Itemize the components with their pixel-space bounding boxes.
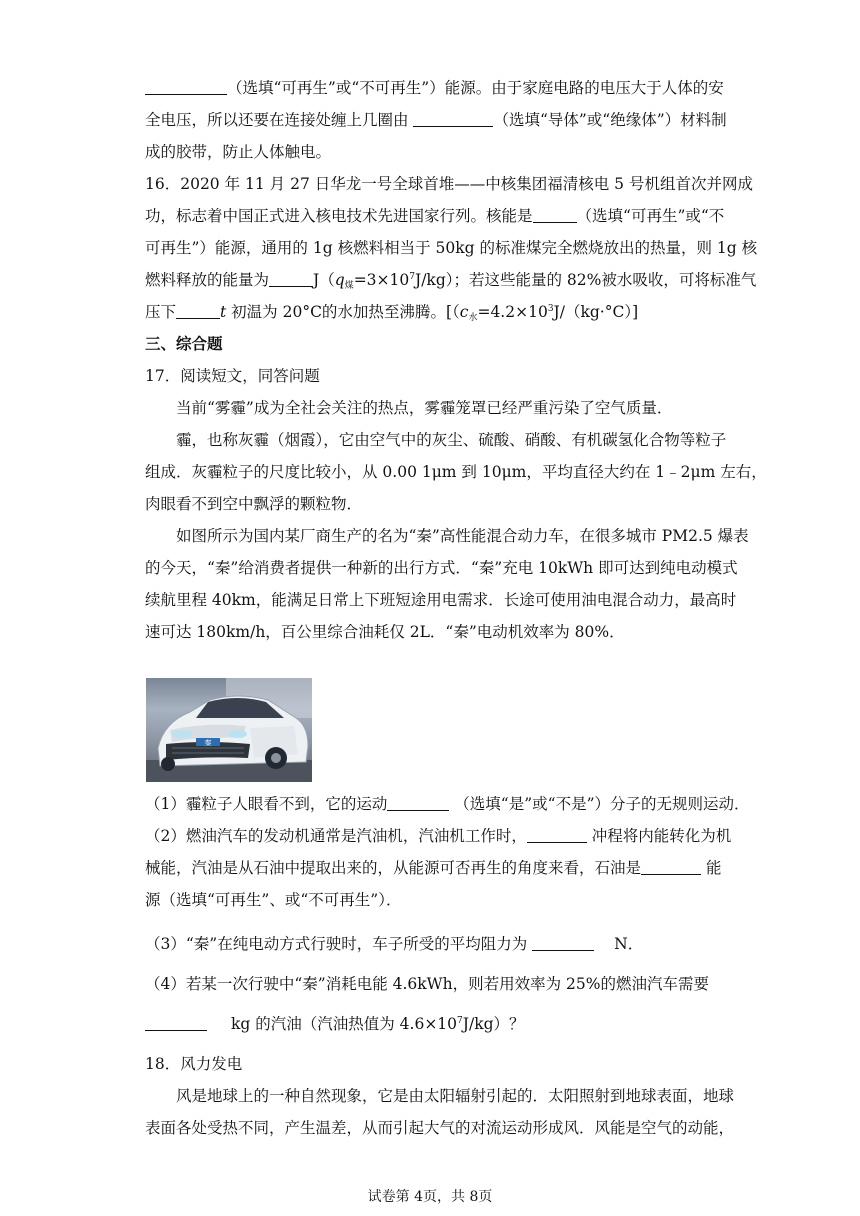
q17-paragraph-3-line-3: 续航里程 40km，能满足日常上下班短途用电需求．长途可使用油电混合动力，最高时	[145, 591, 737, 609]
q16-line-5: 压下 t 初温为 20°C的水加热至沸腾。[（c水$=4.2\times 10^3J/(kg\cdot^\circ C)$]	[145, 303, 639, 323]
answer-blank[interactable]	[145, 1014, 207, 1031]
q16-line-1: 16．2020 年 11 月 27 日华龙一号全球首堆——中核集团福清核电 5 号机组首次并网成	[145, 175, 753, 193]
q17-sub-4-line-1: （4）若某一次行驶中“秦”消耗电能 4.6kWh，则若用效率为 25%的燃油汽车需要	[145, 975, 709, 993]
q16-line-2: 功，标志着中国正式进入核电技术先进国家行列。核能是 （选填“可再生”或“不	[145, 207, 725, 225]
answer-blank[interactable]	[145, 78, 227, 95]
answer-blank[interactable]	[269, 270, 313, 287]
q16-line-3: 可再生”）能源，通用的 1g 核燃料相当于 50kg 的标准煤完全燃烧放出的热量，则 1g 核	[145, 239, 758, 257]
q15-line-1: （选填“可再生”或“不可再生”）能源。由于家庭电路的电压大于人体的安	[145, 78, 724, 98]
q17-paragraph-2-line-1: 霾，也称灰霾（烟霞），它由空气中的灰尘、硫酸、硝酸、有机碳氢化合物等粒子	[176, 431, 727, 449]
q15-line-2: 全电压，所以还要在连接处缠上几圈由 （选填“导体”或“绝缘体”）材料制	[145, 111, 727, 129]
q17-title: 17．阅读短文，同答问题	[145, 367, 320, 385]
q16-line-4: 燃料释放的能量为 J（q煤$=3\times 10^7J/kg$）；若这些能量的 82%被水吸收，可将标准气	[145, 271, 757, 291]
section-title: 三、综合题	[145, 334, 223, 353]
answer-blank[interactable]	[387, 794, 449, 811]
page-footer: 试卷第 4页，共 8页	[367, 1189, 493, 1205]
q17-sub-2-line-1: （2）燃油汽车的发动机通常是汽油机，汽油机工作时， 冲程将内能转化为机	[145, 827, 732, 845]
q17-paragraph-3-line-4: 速可达 180km/h，百公里综合油耗仅 2L．“秦”电动机效率为 80%．	[145, 623, 625, 641]
q18-line-1: 风是地球上的一种自然现象，它是由太阳辐射引起的．太阳照射到地球表面，地球	[176, 1087, 735, 1105]
q17-paragraph-2-line-3: 肉眼看不到空中飘浮的颗粒物．	[145, 495, 363, 513]
answer-blank[interactable]	[641, 858, 701, 875]
q17-sub-3: （3）“秦”在纯电动方式行驶时，车子所受的平均阻力为 N．	[145, 935, 644, 953]
q17-paragraph-3-line-2: 的今天，“秦”给消费者提供一种新的出行方式．“秦”充电 10kWh 即可达到纯电动模式	[145, 559, 738, 577]
answer-blank[interactable]	[533, 206, 577, 223]
answer-blank[interactable]	[532, 934, 594, 951]
q18-title: 18．风力发电	[145, 1055, 243, 1073]
q17-sub-2-line-3: 源（选填“可再生”、或“不可再生”）．	[145, 891, 402, 909]
answer-blank[interactable]	[527, 826, 587, 843]
q17-paragraph-1: 当前“雾霾”成为全社会关注的热点，雾霾笼罩已经严重污染了空气质量．	[176, 399, 673, 417]
q17-paragraph-3-line-1: 如图所示为国内某厂商生产的名为“秦”高性能混合动力车，在很多城市 PM2.5 爆表	[176, 527, 749, 545]
q15-line-3: 成的胶带，防止人体触电。	[145, 143, 332, 161]
q17-sub-1: （1）霾粒子人眼看不到，它的运动 （选填“是”或“不是”）分子的无规则运动．	[145, 795, 750, 813]
q18-line-2: 表面各处受热不同，产生温差，从而引起大气的对流运动形成风．风能是空气的动能，	[145, 1119, 735, 1137]
car-badge-text: 秦	[204, 739, 212, 747]
q17-paragraph-2-line-2: 组成．灰霾粒子的尺度比较小，从 0.00 1μm 到 10μm，平均直径大约在 1﹣2μm 左右，	[145, 463, 767, 481]
answer-blank[interactable]	[176, 302, 220, 319]
answer-blank[interactable]	[413, 110, 493, 127]
q17-sub-2-line-2: 械能，汽油是从石油中提取出来的，从能源可否再生的角度来看，石油是 能	[145, 859, 722, 877]
q17-sub-4-line-2: kg 的汽油（汽油热值为 $4.6\times 10^7J/kg$）？	[145, 1014, 525, 1037]
car-illustration	[146, 678, 312, 782]
car-photo	[146, 678, 312, 782]
